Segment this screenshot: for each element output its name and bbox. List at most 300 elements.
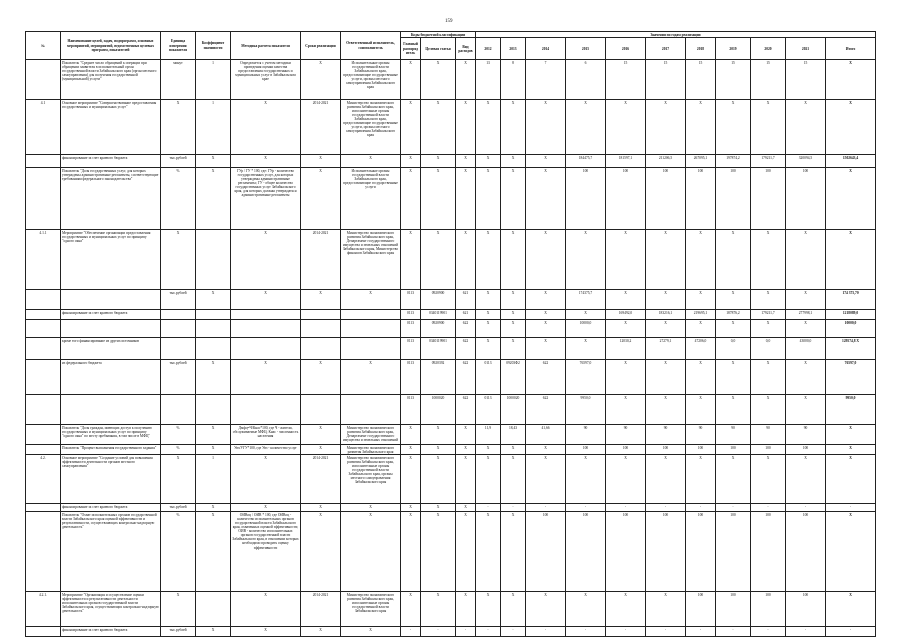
cell-grbs: X	[401, 425, 421, 445]
cell-grbs: X	[401, 592, 421, 627]
cell-method	[231, 320, 301, 338]
cell-resp: X	[341, 627, 401, 637]
table-row	[26, 290, 876, 310]
cell-y2014: 41,66	[526, 425, 566, 445]
cell-y2012: -	[476, 504, 501, 512]
cell-y2015: -	[566, 627, 606, 637]
cell-total: X	[826, 168, 876, 230]
cell-y2015: 9950,0	[566, 395, 606, 425]
cell-num	[26, 504, 61, 512]
table-row	[26, 60, 876, 100]
cell-unit: X	[161, 230, 196, 290]
cell-y2014: X	[526, 445, 566, 455]
cell-y2012: X	[476, 445, 501, 455]
cell-y2013: -	[501, 627, 526, 637]
cell-csr: X	[421, 230, 456, 290]
cell-y2016: 181597,1	[606, 155, 646, 168]
cell-y2014: X	[526, 168, 566, 230]
cell-term: 2014-2021	[301, 455, 341, 504]
cell-method: X	[231, 627, 301, 637]
cell-y2012: X	[476, 310, 501, 320]
cell-vr: X	[456, 168, 476, 230]
cell-vr: 621	[456, 310, 476, 320]
cell-num	[26, 60, 61, 100]
cell-coef: X	[196, 504, 231, 512]
cell-resp: Министерство экономического развития Забайкальского края	[341, 445, 401, 455]
cell-term: X	[301, 504, 341, 512]
cell-y2016: -	[606, 627, 646, 637]
cell-name	[61, 320, 161, 338]
cell-y2012: X	[476, 338, 501, 360]
cell-term: X	[301, 425, 341, 445]
cell-method: ОИВоц / ОИВ * 100, где ОИВоц - количество исполнительных органов государственной власти Забайкальского края, охваченных оценкой эффективности; ОИВ - количество исполнительных органов государственной власти Забайкальского края, в отношении которых необходимо проводить оценку эффективности	[231, 512, 301, 592]
cell-method	[231, 338, 301, 360]
cell-y2016: 100	[606, 168, 646, 230]
col-header-year: 2014	[526, 38, 566, 60]
cell-y2020: 179211,7	[751, 310, 786, 320]
cell-unit: X	[161, 100, 196, 155]
cell-num	[26, 155, 61, 168]
cell-method: X	[231, 360, 301, 395]
cell-name: финансирование за счет краевого бюджета	[61, 627, 161, 637]
cell-coef: X	[196, 512, 231, 592]
col-header-csr: Целевая статья	[421, 38, 456, 60]
cell-unit	[161, 338, 196, 360]
col-header-year: 2020	[751, 38, 786, 60]
cell-y2020: 15	[751, 60, 786, 100]
cell-total: 10000,0	[826, 320, 876, 338]
cell-resp: X	[341, 504, 401, 512]
cell-y2015: 174375,7	[566, 290, 606, 310]
cell-term: X	[301, 168, 341, 230]
cell-total: -	[826, 627, 876, 637]
cell-csr: -	[421, 627, 456, 637]
cell-y2017: 100	[646, 168, 686, 230]
cell-y2018: X	[686, 290, 716, 310]
cell-num: 4.2.1.	[26, 592, 61, 627]
cell-y2018: 267095,1	[686, 155, 716, 168]
cell-vr: X	[456, 155, 476, 168]
cell-csr: X	[421, 455, 456, 504]
cell-y2017: 27279,1	[646, 338, 686, 360]
cell-name	[61, 290, 161, 310]
cell-name: Показатель "Охват исполнительных органов государственной власти Забайкальского края оценкой эффективности и результативности, осуществляющих контрольно-надзорную деятельность"	[61, 512, 161, 592]
cell-unit	[161, 310, 196, 320]
cell-y2013: X	[501, 290, 526, 310]
cell-y2019: X	[716, 360, 751, 395]
col-header-year: 2019	[716, 38, 751, 60]
cell-num	[26, 360, 61, 395]
cell-y2021: X	[786, 290, 826, 310]
cell-num	[26, 320, 61, 338]
cell-y2013: X	[501, 310, 526, 320]
table-row	[26, 425, 876, 445]
cell-total: X	[826, 425, 876, 445]
cell-y2016: 169492,0	[606, 310, 646, 320]
cell-y2013: X	[501, 155, 526, 168]
cell-y2018: 219695,1	[686, 310, 716, 320]
cell-y2019: X	[716, 395, 751, 425]
col-header-coef: Коэффициент значимости	[196, 32, 231, 60]
cell-y2019: 90	[716, 425, 751, 445]
cell-csr: X	[421, 425, 456, 445]
cell-term: X	[301, 512, 341, 592]
cell-method: X	[231, 504, 301, 512]
cell-y2013: X	[501, 320, 526, 338]
cell-method: X	[231, 155, 301, 168]
cell-csr: X	[421, 445, 456, 455]
page-number: 159	[445, 19, 453, 24]
cell-y2012: 0113	[476, 360, 501, 395]
cell-y2018: -	[686, 627, 716, 637]
cell-name: из федерального бюджета	[61, 360, 161, 395]
cell-y2015: X	[566, 592, 606, 627]
cell-y2018: 100	[686, 592, 716, 627]
cell-y2018: X	[686, 360, 716, 395]
cell-y2015: 10000,0	[566, 320, 606, 338]
cell-y2020: 100	[751, 592, 786, 627]
cell-grbs: 0113	[401, 360, 421, 395]
cell-vr: X	[456, 230, 476, 290]
cell-coef: 1	[196, 455, 231, 504]
cell-coef: X	[196, 425, 231, 445]
cell-method: X	[231, 290, 301, 310]
cell-y2018: 15	[686, 60, 716, 100]
cell-method: Увз/УГУ*100, где Увз - количество услуг	[231, 445, 301, 455]
cell-method: X	[231, 592, 301, 627]
table-row	[26, 627, 876, 637]
cell-term: X	[301, 290, 341, 310]
cell-unit: %	[161, 445, 196, 455]
col-header-method: Методика расчета показателя	[231, 32, 301, 60]
cell-y2020: X	[751, 395, 786, 425]
cell-y2020: 100	[751, 168, 786, 230]
cell-y2012: X	[476, 455, 501, 504]
cell-coef: X	[196, 627, 231, 637]
cell-name: финансирование за счет краевого бюджета	[61, 310, 161, 320]
cell-y2017: 100	[646, 445, 686, 455]
cell-csr: 0920392	[421, 360, 456, 395]
cell-y2021: 15	[786, 60, 826, 100]
cell-vr: 622	[456, 338, 476, 360]
cell-coef: 1	[196, 60, 231, 100]
cell-y2020: 100	[751, 445, 786, 455]
cell-coef	[196, 338, 231, 360]
col-header-resp: Ответственный исполнитель, соисполнитель	[341, 32, 401, 60]
cell-y2017: 90	[646, 425, 686, 445]
cell-y2012: X	[476, 592, 501, 627]
cell-y2016: X	[606, 230, 646, 290]
cell-coef: X	[196, 360, 231, 395]
cell-grbs: 0113	[401, 310, 421, 320]
cell-unit: X	[161, 455, 196, 504]
cell-y2014: 100	[526, 512, 566, 592]
cell-coef	[196, 230, 231, 290]
cell-y2015: -	[566, 504, 606, 512]
cell-total: X	[826, 60, 876, 100]
cell-y2017: X	[646, 360, 686, 395]
table-row	[26, 310, 876, 320]
cell-y2013: X	[501, 592, 526, 627]
cell-y2012: X	[476, 155, 501, 168]
cell-y2020: 100	[751, 512, 786, 592]
cell-name: Основное мероприятие "Совершенствование предоставления государственных и муниципальных услуг"	[61, 100, 161, 155]
cell-unit: тыс.рублей	[161, 290, 196, 310]
cell-y2019: -	[716, 627, 751, 637]
table-row	[26, 592, 876, 627]
cell-num: 4.2.	[26, 455, 61, 504]
cell-total: X	[826, 512, 876, 592]
cell-vr: X	[456, 592, 476, 627]
cell-total: -	[826, 504, 876, 512]
table-row	[26, 168, 876, 230]
cell-unit: X	[161, 592, 196, 627]
cell-y2021: X	[786, 100, 826, 155]
cell-y2012: X	[476, 512, 501, 592]
cell-total: X	[826, 455, 876, 504]
cell-grbs: X	[401, 504, 421, 512]
cell-y2014: X	[526, 320, 566, 338]
cell-csr: X	[421, 168, 456, 230]
cell-method	[231, 310, 301, 320]
cell-unit: тыс.рублей	[161, 504, 196, 512]
cell-y2012: 0113	[476, 395, 501, 425]
cell-y2013: 8	[501, 60, 526, 100]
cell-y2020: X	[751, 320, 786, 338]
cell-csr: X	[421, 512, 456, 592]
cell-total: 129574,8 X	[826, 338, 876, 360]
cell-y2018: X	[686, 455, 716, 504]
cell-y2019: X	[716, 230, 751, 290]
cell-y2018: 100	[686, 168, 716, 230]
cell-grbs: X	[401, 100, 421, 155]
cell-num	[26, 310, 61, 320]
cell-coef: 1	[196, 100, 231, 155]
cell-method: X	[231, 230, 301, 290]
cell-y2020: X	[751, 455, 786, 504]
cell-grbs: X	[401, 60, 421, 100]
cell-y2015: 100	[566, 512, 606, 592]
cell-term	[301, 395, 341, 425]
cell-y2014: X	[526, 230, 566, 290]
cell-coef: X	[196, 290, 231, 310]
cell-y2013: X	[501, 168, 526, 230]
cell-y2014: X	[526, 455, 566, 504]
table-row	[26, 512, 876, 592]
cell-coef	[196, 320, 231, 338]
cell-grbs: X	[401, 445, 421, 455]
cell-y2021: X	[786, 320, 826, 338]
cell-y2015: X	[566, 100, 606, 155]
cell-y2012: X	[476, 320, 501, 338]
cell-coef: X	[196, 445, 231, 455]
cell-unit	[161, 395, 196, 425]
cell-name: финансирование за счет краевого бюджета	[61, 504, 161, 512]
cell-csr: X	[421, 592, 456, 627]
cell-y2012: -	[476, 627, 501, 637]
cell-grbs: X	[401, 230, 421, 290]
cell-grbs: X	[401, 512, 421, 592]
cell-y2017: X	[646, 230, 686, 290]
cell-y2018: X	[686, 320, 716, 338]
cell-y2016: -	[606, 504, 646, 512]
cell-resp: Министерство экономического развития Забайкальского края, исполнительные органы государственной власти Забайкальского края, органы местного самоуправления Забайкальского края	[341, 455, 401, 504]
cell-y2016: 12030,2	[606, 338, 646, 360]
cell-y2018: -	[686, 504, 716, 512]
col-header-num: №	[26, 32, 61, 60]
cell-y2017: 183216,1	[646, 310, 686, 320]
cell-coef: X	[196, 155, 231, 168]
cell-y2015: 100	[566, 168, 606, 230]
cell-method: Дмфц=Ч/Кнас*100, где Ч - жители, обслуживаемые МФЦ; Кнас - численность населения	[231, 425, 301, 445]
cell-grbs: X	[401, 168, 421, 230]
cell-y2014: -	[526, 627, 566, 637]
cell-name: финансирование за счет краевого бюджета	[61, 155, 161, 168]
cell-y2019: 15	[716, 60, 751, 100]
col-header-year: 2012	[476, 38, 501, 60]
cell-y2012: X	[476, 168, 501, 230]
cell-y2016: X	[606, 360, 646, 395]
cell-term: X	[301, 445, 341, 455]
cell-y2012: X	[476, 100, 501, 155]
cell-coef: X	[196, 168, 231, 230]
cell-y2019: X	[716, 290, 751, 310]
cell-y2015: 6	[566, 60, 606, 100]
cell-resp: Министерство экономического развития Забайкальского края, исполнительные органы государственной власти Забайкальского края	[341, 592, 401, 627]
cell-y2019: 100	[716, 445, 751, 455]
cell-y2017: X	[646, 320, 686, 338]
cell-vr: X	[456, 425, 476, 445]
cell-y2016: X	[606, 395, 646, 425]
cell-coef	[196, 395, 231, 425]
cell-num	[26, 290, 61, 310]
col-header-year: 2018	[686, 38, 716, 60]
cell-name: Показатель "Среднее число обращений к операции при обращении заявителя в исполнительный орган государственной власти Забайкальского края (орган местного самоуправления) для получения государственной (муниципальной) услуги"	[61, 60, 161, 100]
cell-resp: Исполнительные органы государственной власти Забайкальского края, предоставляющие государственные услуги	[341, 168, 401, 230]
cell-vr: 622	[456, 320, 476, 338]
cell-y2018: 90	[686, 425, 716, 445]
cell-resp: Министерство экономического развития Забайкальского края, исполнительные органы государственной власти Забайкальского края, предоставляющие государственные услуги, органы местного самоуправления Забайкальского края	[341, 100, 401, 155]
table-row	[26, 360, 876, 395]
cell-y2020: -	[751, 627, 786, 637]
cell-y2013: X	[501, 230, 526, 290]
cell-y2013: -	[501, 504, 526, 512]
cell-y2017: 100	[646, 512, 686, 592]
cell-y2016: 100	[606, 512, 646, 592]
cell-y2019: -	[716, 504, 751, 512]
cell-y2013: X	[501, 338, 526, 360]
cell-name: кроме того финансирование из других источников	[61, 338, 161, 360]
cell-resp: X	[341, 360, 401, 395]
cell-y2019: X	[716, 455, 751, 504]
cell-term: X	[301, 155, 341, 168]
cell-vr: X	[456, 445, 476, 455]
cell-total: 9950,0	[826, 395, 876, 425]
cell-num: 4.1	[26, 100, 61, 155]
col-header-total: Итого	[826, 38, 876, 60]
cell-y2019: 100	[716, 168, 751, 230]
cell-resp: Министерство экономического развития Забайкальского края, Департамент государственного имущества и земельных отношений	[341, 425, 401, 445]
cell-total: 1502643,4	[826, 155, 876, 168]
cell-y2016: X	[606, 100, 646, 155]
cell-total: X	[826, 592, 876, 627]
cell-y2019: X	[716, 100, 751, 155]
cell-total: X	[826, 445, 876, 455]
cell-y2014: 7	[526, 60, 566, 100]
cell-term: 2014-2021	[301, 592, 341, 627]
cell-vr: X	[456, 60, 476, 100]
cell-coef	[196, 310, 231, 320]
cell-y2020: X	[751, 290, 786, 310]
cell-y2015: 184475,7	[566, 155, 606, 168]
cell-y2020: 0,0	[751, 338, 786, 360]
cell-csr: 0340119901	[421, 338, 456, 360]
cell-y2020: X	[751, 230, 786, 290]
cell-y2016: X	[606, 455, 646, 504]
cell-vr: 621	[456, 290, 476, 310]
cell-y2018: X	[686, 100, 716, 155]
cell-y2013: X	[501, 512, 526, 592]
cell-y2016: X	[606, 290, 646, 310]
cell-y2015: X	[566, 310, 606, 320]
cell-csr: 0340119901	[421, 310, 456, 320]
cell-y2018: 100	[686, 445, 716, 455]
cell-method: X	[231, 100, 301, 155]
col-header-unit: Единица измерения показателя	[161, 32, 196, 60]
cell-name: Показатель "Доля граждан, имеющих доступ к получению государственных и муниципальных услуг по принципу "одного окна" по месту пребывания, в том числе в МФЦ"	[61, 425, 161, 445]
cell-name: Показатель "Доля государственных услуг, для которых утверждены административные регламенты, соответствующие требованиям федерального законодательства"	[61, 168, 161, 230]
cell-unit: минут	[161, 60, 196, 100]
cell-num	[26, 445, 61, 455]
cell-num	[26, 168, 61, 230]
cell-num	[26, 512, 61, 592]
cell-y2016: 90	[606, 425, 646, 445]
cell-grbs: -	[401, 627, 421, 637]
col-header-year: 2017	[646, 38, 686, 60]
cell-y2013: 09203Ф2	[501, 360, 526, 395]
cell-y2016: X	[606, 592, 646, 627]
cell-y2014: X	[526, 100, 566, 155]
cell-total: 1218089,0	[826, 310, 876, 320]
cell-y2017: -	[646, 504, 686, 512]
table-row	[26, 155, 876, 168]
cell-y2012: 11,9	[476, 425, 501, 445]
cell-vr: X	[456, 512, 476, 592]
cell-y2018: 47206,0	[686, 338, 716, 360]
col-header-term: Сроки реализации	[301, 32, 341, 60]
table-row	[26, 395, 876, 425]
cell-y2018: 100	[686, 512, 716, 592]
col-header-year: 2013	[501, 38, 526, 60]
cell-method: Определяется с учетом методики проведения оценки качества предоставления государственных и муниципальных услуг в Забайкальском крае	[231, 60, 301, 100]
cell-csr: X	[421, 100, 456, 155]
program-indicators-table	[25, 31, 876, 637]
cell-y2015: X	[566, 338, 606, 360]
cell-grbs: X	[401, 155, 421, 168]
cell-resp	[341, 320, 401, 338]
cell-y2013: X	[501, 100, 526, 155]
cell-y2018: X	[686, 395, 716, 425]
cell-y2015: 100	[566, 445, 606, 455]
cell-term	[301, 310, 341, 320]
cell-y2012: 13	[476, 60, 501, 100]
cell-coef	[196, 592, 231, 627]
cell-unit: %	[161, 425, 196, 445]
cell-grbs: 0113	[401, 395, 421, 425]
cell-y2021: 43000,0	[786, 338, 826, 360]
cell-y2020: X	[751, 360, 786, 395]
col-header-grbs: Главный распорядитель	[401, 38, 421, 60]
